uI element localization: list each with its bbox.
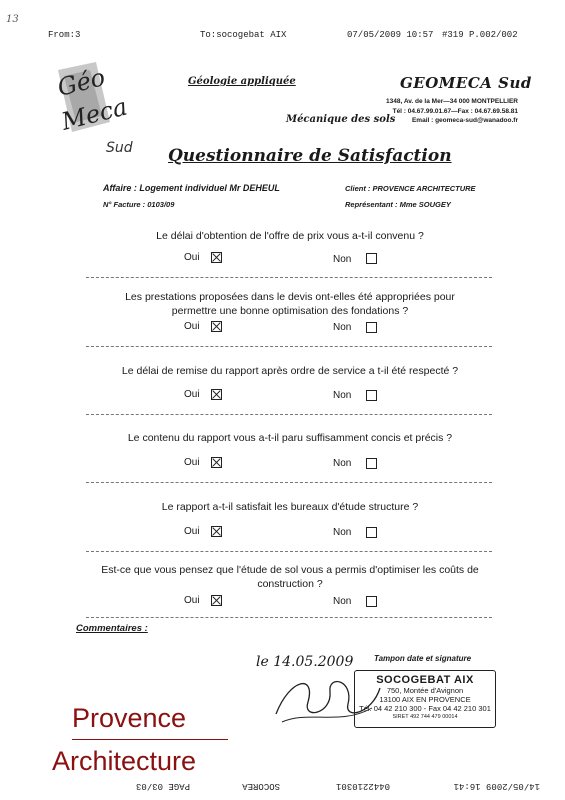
- tampon-label: Tampon date et signature: [374, 654, 472, 663]
- non-label: Non: [333, 458, 352, 469]
- question-6-text-line2: construction ?: [257, 578, 323, 590]
- oui-label: Oui: [184, 595, 200, 606]
- company-phone-fax: Tél : 04.67.99.01.67—Fax : 04.67.69.58.81: [392, 107, 518, 115]
- separator: [86, 277, 492, 278]
- logo-text-geo: Géo: [54, 63, 108, 102]
- question-5: [60, 500, 520, 514]
- separator: [86, 482, 492, 483]
- fax-datetime: 07/05/2009 10:57: [347, 30, 434, 40]
- question-4-text: Le contenu du rapport vous a-t-il paru suffisamment concis et précis ?: [127, 432, 453, 444]
- fax-page: #319 P.002/002: [442, 30, 518, 40]
- question-6: [60, 563, 520, 591]
- client-field: Client : PROVENCE ARCHITECTURE: [345, 184, 476, 193]
- question-3-text: Le délai de remise du rapport après ordre de service a t-il été respecté ?: [121, 365, 459, 377]
- non-label: Non: [333, 390, 352, 401]
- fax-footer-page: PAGE 03/03: [135, 781, 190, 791]
- stamp-city: 13100 AIX EN PROVENCE: [379, 695, 471, 704]
- affaire-field: Affaire : Logement individuel Mr DEHEUL: [103, 183, 280, 193]
- fax-footer-number: 0442210301: [335, 781, 390, 791]
- oui-label: Oui: [184, 389, 200, 400]
- q6-oui-checkbox[interactable]: [211, 595, 222, 606]
- q2-non-checkbox[interactable]: [366, 322, 377, 333]
- question-2: [60, 290, 520, 318]
- stamp-name: SOCOGEBAT AIX: [376, 674, 474, 686]
- question-1-text: Le délai d'obtention de l'offre de prix vous a-t-il convenu ?: [156, 230, 424, 242]
- non-label: Non: [333, 254, 352, 265]
- facture-field: N° Facture : 0103/09: [103, 200, 175, 209]
- non-label: Non: [333, 322, 352, 333]
- company-address: 1348, Av. de la Mer—34 000 MONTPELLIER: [386, 98, 518, 105]
- question-6-text-line1: Est-ce que vous pensez que l'étude de sol vous a permis d'optimiser les coûts de: [101, 564, 479, 576]
- geologie-appliquee: Géologie appliquée: [188, 76, 296, 87]
- mecanique-des-sols: Mécanique des sols: [286, 114, 396, 125]
- q4-non-checkbox[interactable]: [366, 458, 377, 469]
- separator: [86, 414, 492, 415]
- handwritten-date: le 14.05.2009: [256, 654, 354, 670]
- company-stamp: [354, 670, 496, 728]
- fax-from: From:3: [48, 30, 81, 40]
- separator: [86, 617, 492, 618]
- question-3: [60, 364, 520, 378]
- question-2-text-line1: Les prestations proposées dans le devis ont-elles été appropriées pour: [125, 291, 455, 303]
- oui-label: Oui: [184, 526, 200, 537]
- q3-non-checkbox[interactable]: [366, 390, 377, 401]
- fax-to: To:socogebat AIX: [200, 30, 287, 40]
- q1-non-checkbox[interactable]: [366, 253, 377, 264]
- non-label: Non: [333, 596, 352, 607]
- q4-oui-checkbox[interactable]: [211, 457, 222, 468]
- q6-non-checkbox[interactable]: [366, 596, 377, 607]
- separator: [86, 346, 492, 347]
- non-label: Non: [333, 527, 352, 538]
- logo-text-sud: Sud: [106, 140, 133, 156]
- question-4: [60, 431, 520, 445]
- oui-label: Oui: [184, 252, 200, 263]
- provence-divider: [72, 739, 228, 740]
- q1-oui-checkbox[interactable]: [211, 252, 222, 263]
- stamp-siret: SIRET 492 744 479 00014: [392, 714, 458, 720]
- q5-oui-checkbox[interactable]: [211, 526, 222, 537]
- q2-oui-checkbox[interactable]: [211, 321, 222, 332]
- company-brand: GEOMECA Sud: [400, 74, 532, 92]
- stamp-street: 750, Montée d'Avignon: [386, 686, 464, 695]
- fax-footer: [120, 777, 540, 791]
- question-1: [60, 229, 520, 243]
- q5-non-checkbox[interactable]: [366, 527, 377, 538]
- company-email: Email : geomeca-sud@wanadoo.fr: [411, 117, 518, 124]
- provence-line2: Architecture: [52, 746, 197, 776]
- logo-text-meca: Meca: [58, 92, 131, 136]
- provence-line1: Provence: [72, 703, 187, 733]
- representant-field: Représentant : Mme SOUGEY: [345, 200, 451, 209]
- oui-label: Oui: [184, 321, 200, 332]
- fax-footer-name: SOCOREA: [242, 781, 280, 791]
- comments-label: Commentaires :: [76, 623, 148, 634]
- page-title: Questionnaire de Satisfaction: [168, 146, 452, 166]
- question-2-text-line2: permettre une bonne optimisation des fondations ?: [171, 305, 409, 317]
- stamp-phone: Tél. 04 42 210 300 - Fax 04 42 210 301: [359, 704, 491, 713]
- q3-oui-checkbox[interactable]: [211, 389, 222, 400]
- separator: [86, 551, 492, 552]
- company-address-block: [378, 97, 518, 126]
- handwritten-note: 13: [6, 14, 19, 25]
- geomeca-logo: [38, 60, 158, 160]
- fax-footer-datetime: 14/05/2009 16:41: [453, 781, 540, 791]
- question-5-text: Le rapport a-t-il satisfait les bureaux d'étude structure ?: [161, 501, 419, 513]
- oui-label: Oui: [184, 457, 200, 468]
